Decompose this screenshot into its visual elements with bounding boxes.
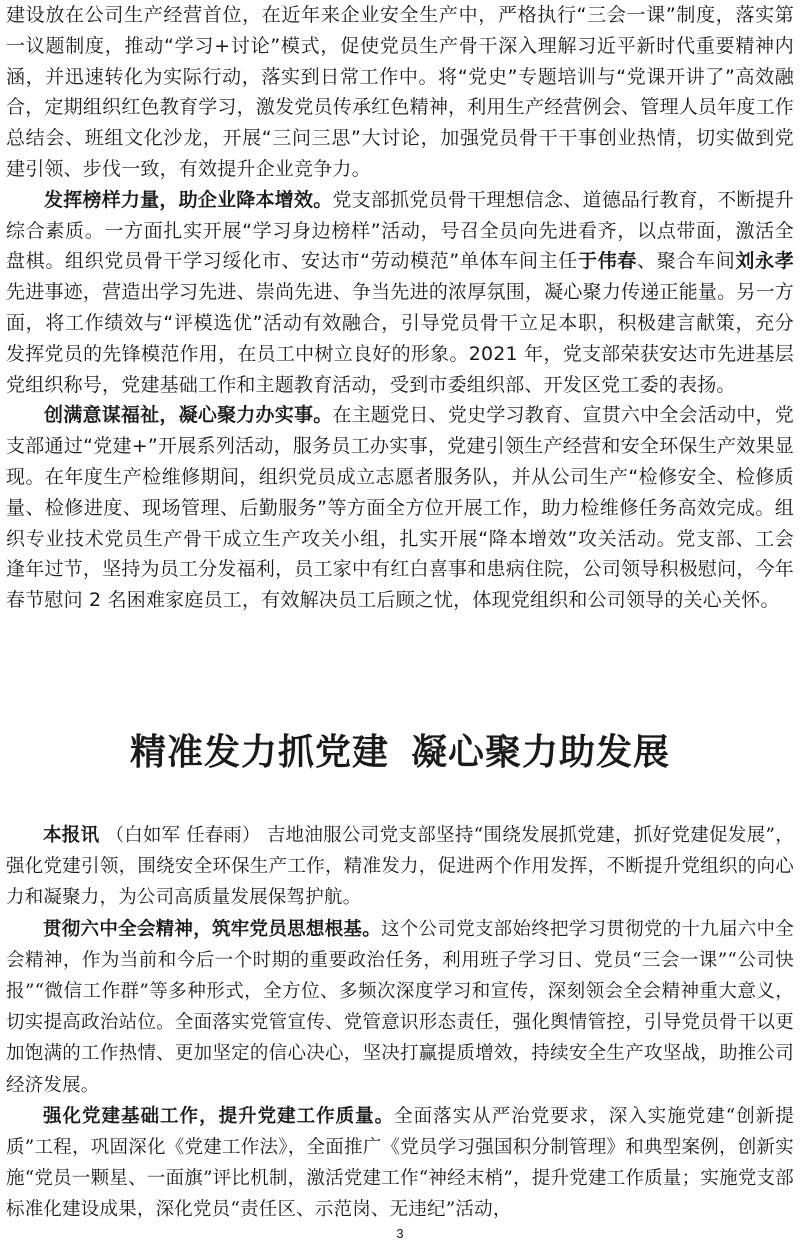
paragraph (6, 820, 794, 914)
paragraph-lead: 强化党建基础工作，提升党建工作质量。 (43, 1105, 395, 1127)
paragraph-text: 在主题党日、党史学习教育、宣贯六中全会活动中，党支部通过“党建+”开展系列活动，服务员工办实事，党建引领生产经营和安全环保生产效果显现。在年度生产检维修期间，组织党员成立志愿者服务队，并从公司生产“检修安全、检修质量、检修进度、现场管理、后勤服务”等方面全方位开展工作，助力检维修任务高效完成。组织专业技术党员生产骨干成立生产攻关小组，扎实开展“降本增效”攻关活动。党支部、工会逢年过节，坚持为员工分发福利，员工家中有红白喜事和患病住院，公司领导积极慰问，今年春节慰问 2 名困难家庭员工，有效解决员工后顾之忧，体现党组织和公司领导的关心关怀。 (6, 404, 794, 612)
article-headline (0, 724, 800, 775)
paragraph-text: 党支部抓党员骨干理想信念、道德品行教育，不断提升综合素质。一方面扎实开展“学习身边榜样”活动，号召全员向先进看齐，以点带面，激活全盘棋。组织党员骨干学习绥化市、安达市“劳动模范”单体车间主任 (6, 188, 794, 273)
paragraph-lead: 发挥榜样力量，助企业降本增效。 (44, 188, 333, 211)
page-number: 3 (396, 1226, 404, 1241)
paragraph (6, 914, 794, 1101)
person-name: 刘永孝 (735, 250, 794, 273)
paragraph (6, 400, 794, 616)
paragraph-text: 先进事迹，营造出学习先进、崇尚先进、争当先进的浓厚氛围，凝心聚力传递正能量。另一方面，将工作绩效与“评模选优”活动有效融合，引导党员骨干立足本职，积极建言献策，充分发挥党员的先锋模范作用，在员工中树立良好的形象。2021 年，党支部荣获安达市先进基层党组织称号，党建基础工作和主题教育活动，受到市委组织部、开发区党工委的表扬。 (6, 281, 794, 396)
paragraph-text: 、聚合车间 (637, 250, 736, 273)
paragraph-lead: 创满意谋福祉，凝心聚力办实事。 (44, 404, 333, 427)
headline-part: 精准发力抓党建 (129, 731, 389, 773)
bylines: （白如军 任春雨） (105, 825, 261, 846)
paragraph-text: 吉地油服公司党支部坚持“围绕发展抓党建，抓好党建促发展”，强化党建引领，围绕安全环保生产工作，精准发力，促进两个作用发挥，不断提升党组织的向心力和凝聚力，为公司高质量发展保驾护航。 (6, 825, 794, 909)
paragraph (6, 185, 794, 401)
paragraph-lead: 贯彻六中全会精神，筑牢党员思想根基。 (43, 918, 381, 940)
dateline: 本报讯 (43, 825, 100, 846)
previous-article-continuation (6, 0, 794, 616)
headline-part: 凝心聚力助发展 (411, 731, 671, 773)
paragraph: 建设放在公司生产经营首位，在近年来企业安全生产中，严格执行“三会一课”制度，落实第一议题制度，推动“学习+讨论”模式，促使党员生产骨干深入理解习近平新时代重要精神内涵，并迅速转化为实际行动，落实到日常工作中。将“党史”专题培训与“党课开讲了”高效融合，定期组织红色教育学习，激发党员传承红色精神，利用生产经营例会、管理人员年度工作总结会、班组文化沙龙，开展“三问三思”大讨论，加强党员骨干干事创业热情，切实做到党建引领、步伐一致，有效提升企业竞争力。 (6, 4, 794, 180)
person-name: 于伟春 (578, 250, 638, 273)
paragraph (6, 1101, 794, 1226)
paragraph-text: 这个公司党支部始终把学习贯彻党的十九届六中全会精神，作为当前和今后一个时期的重要政治任务，利用班子学习日、党员“三会一课”“公司快报”“微信工作群”等多种形式，全方位、多频次深度学习和宣传，深刻领会全会精神重大意义，切实提高政治站位。全面落实党管宣传、党管意识形态责任，强化舆情管控，引导党员骨干以更加饱满的工作热情、更加坚定的信心决心，坚决打赢提质增效，持续安全生产攻坚战，助推公司经济发展。 (6, 918, 794, 1096)
paragraph-text: 全面落实从严治党要求，深入实施党建“创新提质”工程，巩固深化《党建工作法》，全面推广《党员学习强国积分制管理》和典型案例，创新实施“党员一颗星、一面旗”评比机制，激活党建工作“神经末梢”，提升党建工作质量；实施党支部标准化建设成果，深化党员“责任区、示范岗、无违纪”活动， (6, 1105, 794, 1221)
article-body (6, 820, 794, 1226)
